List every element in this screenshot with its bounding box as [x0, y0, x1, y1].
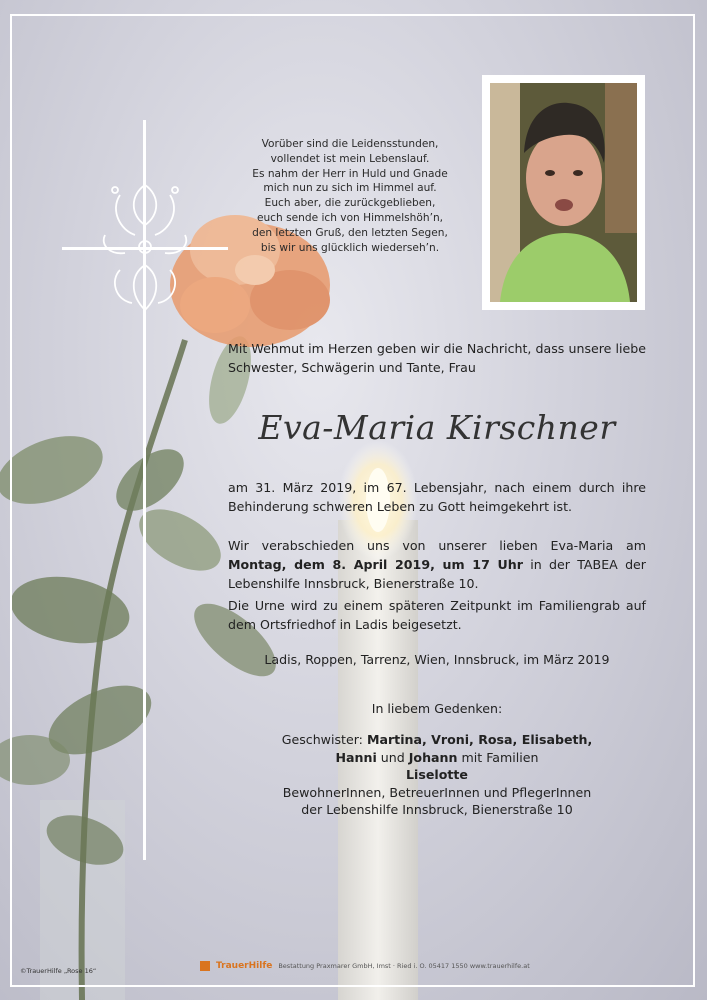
poem-line: Euch aber, die zurückgeblieben,: [264, 197, 436, 210]
farewell-part2: in der TABEA der Lebenshilfe Innsbruck, Bienerstraße 10.: [228, 557, 646, 591]
cross-ornament-icon: [90, 175, 200, 325]
sibling-hanni: Hanni: [335, 749, 377, 765]
siblings-line-2: [228, 749, 646, 767]
footer-logo-text: TrauerHilfe: [216, 961, 273, 971]
deceased-name: Eva-Maria Kirschner: [258, 408, 616, 447]
footer: [200, 958, 540, 974]
sibling-johann: Johann: [408, 749, 458, 765]
residents-line: BewohnerInnen, BetreuerInnen und PflegerInnen: [282, 784, 592, 800]
urn-text: Die Urne wird zu einem späteren Zeitpunkt im Familiengrab auf dem Ortsfriedhof in Ladis beigesetzt.: [228, 598, 646, 632]
poem-line: mich nun zu sich im Himmel auf.: [263, 182, 437, 195]
trauerhilfe-logo-icon: [200, 961, 210, 971]
poem-line: Vorüber sind die Leidensstunden,: [261, 138, 439, 150]
poem-line: euch sende ich von Himmelshöh’n,: [256, 211, 444, 224]
farewell-date: Montag, dem 8. April 2019, um 17 Uhr: [228, 557, 523, 572]
org-line: der Lebenshilfe Innsbruck, Bienerstraße 10: [301, 802, 573, 817]
footer-contact: Bestattung Praxmarer GmbH, Imst · Ried i. O. 05417 1550 www.trauerhilfe.at: [278, 962, 530, 970]
mourner-liselotte: Liselotte: [406, 767, 468, 782]
siblings-label: Geschwister:: [281, 732, 367, 747]
liselotte-line: [228, 766, 646, 784]
farewell-text: [228, 536, 646, 593]
intro-text: Mit Wehmut im Herzen geben wir die Nachricht, dass unsere liebe Schwester, Schwägerin und Tante, Frau: [228, 341, 646, 375]
with-families: mit Familien: [457, 749, 539, 765]
farewell-part1: Wir verabschieden uns von unserer lieben Eva-Maria am: [228, 538, 646, 553]
poem-line: Es nahm der Herr in Huld und Gnade: [252, 167, 448, 180]
poem-line: bis wir uns glücklich wiederseh’n.: [260, 241, 440, 254]
death-text: am 31. März 2019, im 67. Lebensjahr, nach einem durch ihre Behinderung schweren Leben zu Gott heimgekehrt ist.: [228, 480, 646, 514]
memory-heading: In liebem Gedenken:: [371, 701, 503, 716]
siblings-names: Martina, Vroni, Rosa, Elisabeth,: [366, 732, 593, 747]
and-word: und: [376, 749, 409, 765]
poem: [228, 137, 472, 255]
design-credit: ©TrauerHilfe „Rose 16“: [20, 967, 97, 975]
poem-line: vollendet ist mein Lebenslauf.: [270, 152, 430, 165]
mourners: [228, 731, 646, 819]
portrait-photo: [490, 83, 637, 302]
poem-line: den letzten Gruß, den letzten Segen,: [252, 226, 448, 239]
portrait-frame: [482, 75, 645, 310]
places-date: Ladis, Roppen, Tarrenz, Wien, Innsbruck, im März 2019: [264, 652, 610, 667]
siblings-line: [228, 731, 646, 749]
